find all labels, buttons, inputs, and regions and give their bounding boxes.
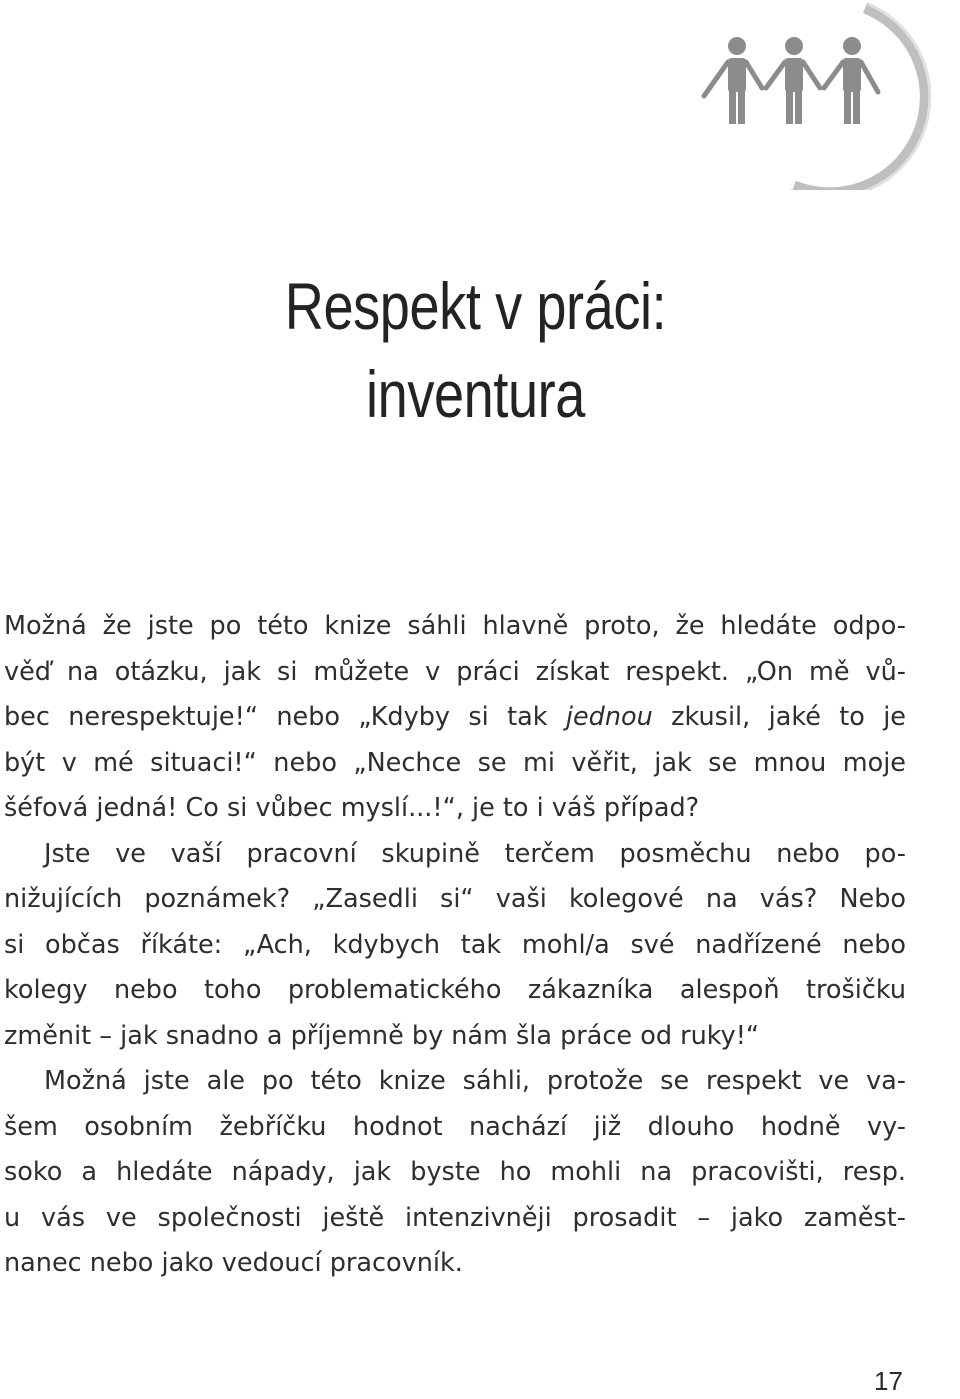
paragraph-2-line-3: si občas říkáte: „Ach, kdybych tak mohl/a své nadřízené nebo (4, 929, 906, 960)
title-line-2: inventura (366, 357, 585, 431)
emphasis-word: jednou (565, 702, 653, 732)
paragraph-3-line-4: u vás ve společnosti ještě intenzivněji prosadit – jako zaměst- (4, 1202, 906, 1233)
body-text (4, 604, 906, 1287)
paragraph-2-line-4: kolegy nebo toho problematického zákazníka alespoň trošičku (4, 975, 906, 1005)
paragraph-1-line-1: Možná že jste po této knize sáhli hlavně proto, že hledáte odpo- (4, 611, 906, 641)
paragraph-2-line-5: změnit – jak snadno a příjemně by nám šla práce od ruky!“ (4, 1020, 760, 1051)
paragraph-1-line-4: být v mé situaci!“ nebo „Nechce se mi věřit, jak se mnou moje (4, 747, 906, 778)
paragraph-2-line-1: Jste ve vaší pracovní skupině terčem posměchu nebo po- (44, 838, 906, 869)
page-title (82, 262, 869, 438)
title-line-1: Respekt v práci: (284, 269, 667, 343)
paragraph-3-line-1: Možná jste ale po této knize sáhli, protože se respekt ve va- (44, 1066, 906, 1096)
paragraph-3-line-5: nanec nebo jako vedoucí pracovník. (4, 1248, 463, 1278)
page-number: 17 (874, 1366, 903, 1396)
three-people-logo-icon (690, 0, 960, 190)
paragraph-1-line-3: bec nerespektuje!“ nebo „Kdyby si tak jednou zkusil, jaké to je (4, 702, 906, 732)
paragraph-1-line-2: věď na otázku, jak si můžete v práci získat respekt. „On mě vů- (4, 656, 906, 687)
paragraph-1-line-5: šéfová jedná! Co si vůbec myslí...!“, je to i váš případ? (4, 793, 700, 823)
paragraph-3-line-2: šem osobním žebříčku hodnot nachází již dlouho hodně vy- (4, 1111, 906, 1142)
paragraph-3-line-3: soko a hledáte nápady, jak byste ho mohli na pracovišti, resp. (4, 1157, 906, 1187)
paragraph-2-line-2: nižujících poznámek? „Zasedli si“ vaši kolegové na vás? Nebo (4, 884, 906, 914)
